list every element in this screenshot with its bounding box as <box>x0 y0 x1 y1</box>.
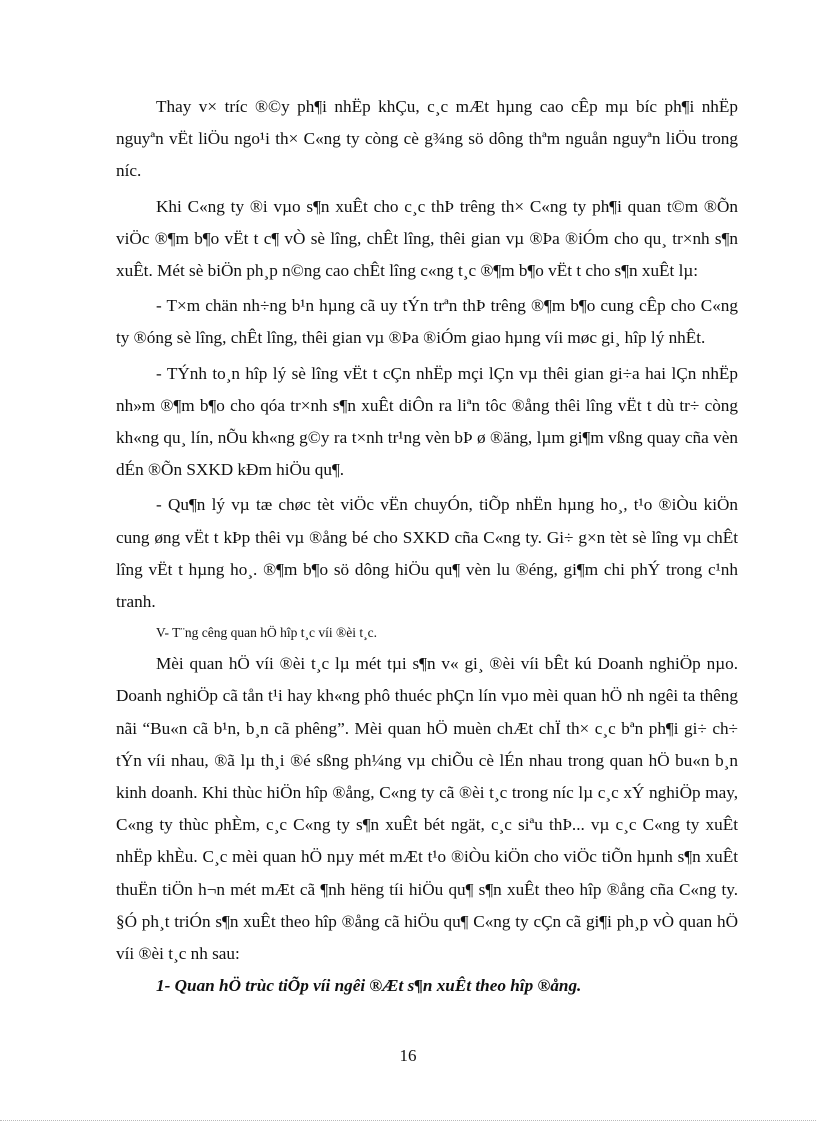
body-text <box>116 91 738 1002</box>
paragraph: Mèi quan hÖ víi ®èi t¸c lµ mét tµi s¶n v« gi¸ ®èi víi bÊt kú Doanh nghiÖp nµo. Doanh nghiÖp cã tån t¹i hay kh«ng phô thuéc phÇn lín vµo mèi quan hÖ nh ngêi ta thêng nãi “Bu«n cã b¹n, b¸n cã phêng”. Mèi quan hÖ muèn chÆt chÏ th× c¸c bªn ph¶i gi÷ ch÷ tÝn víi nhau, ®ã lµ th¸i ®é sßng ph¼ng vµ chiÕu cè lÉn nhau trong quan hÖ bu«n b¸n kinh doanh. Khi thùc hiÖn hîp ®ång, C«ng ty cã ®èi t¸c trong níc lµ c¸c xÝ nghiÖp may, C«ng ty thùc phÈm, c¸c C«ng ty s¶n xuÊt bét ngät, c¸c siªu thÞ... vµ c¸c C«ng ty xuÊt nhËp khÈu. C¸c mèi quan hÖ nµy mét mÆt t¹o ®iÒu kiÖn cho viÖc tiÕn hµnh s¶n xuÊt thuËn tiÖn h¬n mét mÆt cã ¶nh hëng tíi hiÖu qu¶ s¶n xuÊt theo hîp ®ång cña C«ng ty. §Ó ph¸t triÓn s¶n xuÊt theo hîp ®ång cã hiÖu qu¶ C«ng ty cÇn cã gi¶i ph¸p vÒ quan hÖ víi ®èi t¸c nh sau: <box>116 654 738 964</box>
paragraph: - TÝnh to¸n hîp lý sè lîng vËt t cÇn nhËp mçi lÇn vµ thêi gian gi÷a hai lÇn nhËp nh»m ®¶m b¶o cho qóa tr×nh s¶n xuÊt diÔn ra liªn tôc ®ång thêi lîng vËt t dù tr÷ còng kh«ng qu¸ lín, nÕu kh«ng g©y ra t×nh tr¹ng vèn bÞ ø ®äng, lµm gi¶m vßng quay cña vèn dÉn ®Õn SXKD kÐm hiÖu qu¶. <box>116 363 738 480</box>
page-bottom-border <box>0 1120 816 1121</box>
section-heading: V- T¨ng cêng quan hÖ hîp t¸c víi ®èi t¸c. <box>156 625 377 641</box>
paragraph: Khi C«ng ty ®i vµo s¶n xuÊt cho c¸c thÞ trêng th× C«ng ty ph¶i quan t©m ®Õn viÖc ®¶m b¶o vËt t c¶ vÒ sè lîng, chÊt lîng, thêi gian vµ ®Þa ®iÓm cho qu¸ tr×nh s¶n xuÊt. Mét sè biÖn ph¸p n©ng cao chÊt lîng c«ng t¸c ®¶m b¶o vËt t cho s¶n xuÊt lµ: <box>116 196 738 281</box>
paragraph: - Qu¶n lý vµ tæ chøc tèt viÖc vËn chuyÓn, tiÕp nhËn hµng ho¸, t¹o ®iÒu kiÖn cung øng vËt t kÞp thêi vµ ®ång bé cho SXKD cña C«ng ty. Gi÷ g×n tèt sè lîng vµ chÊt lîng vËt t hµng ho¸. ®¶m b¶o sö dông hiÖu qu¶ vèn lu ®éng, gi¶m chi phÝ trong c¹nh tranh. <box>116 495 738 612</box>
subheading: 1- Quan hÖ trùc tiÕp víi ngêi ®Æt s¶n xuÊt theo hîp ®ång. <box>156 976 582 996</box>
paragraph: Thay v× tríc ®©y ph¶i nhËp khÇu, c¸c mÆt hµng cao cÊp mµ bíc ph¶i nhËp nguyªn vËt liÖu ngo¹i th× C«ng ty còng cè g¾ng sö dông thªm nguån nguyªn liÖu trong níc. <box>116 97 738 181</box>
page-number: 16 <box>399 1046 417 1065</box>
paragraph: - T×m chän nh÷ng b¹n hµng cã uy tÝn trªn thÞ trêng ®¶m b¶o cung cÊp cho C«ng ty ®óng sè lîng, chÊt lîng, thêi gian vµ ®Þa ®iÓm giao hµng víi møc gi¸ hîp lý nhÊt. <box>116 296 738 348</box>
